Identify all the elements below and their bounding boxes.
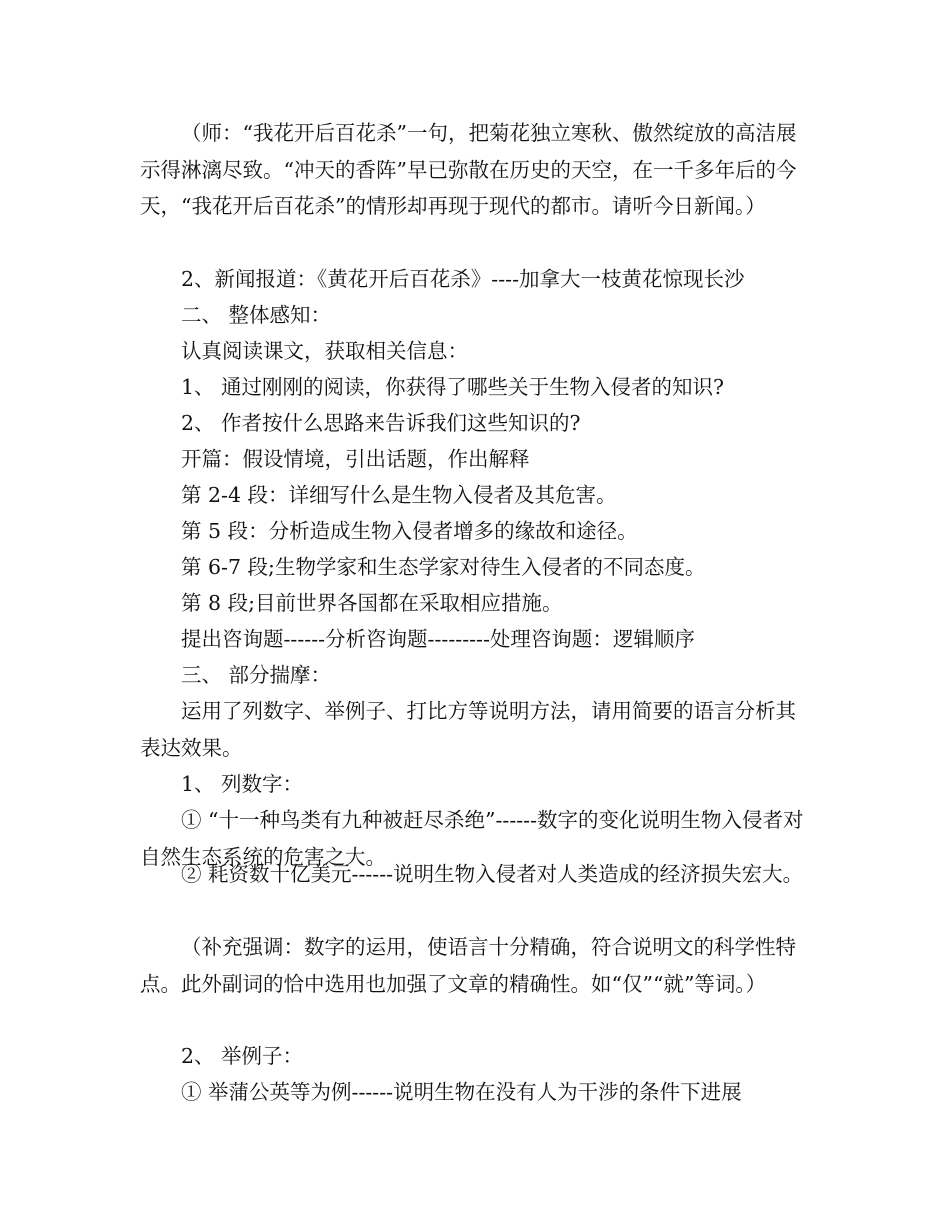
supplement-note-paragraph: （补充强调：数字的运用，使语言十分精确，符合说明文的科学性特点。此外副词的恰中选用也加强了文章的精确性。如“仅”“就”等词。） [140,935,796,996]
examples-heading: 2、 举例子： [181,1044,304,1068]
paragraph-8-summary: 第 8 段;目前世界各国都在采取相应措施。 [181,591,563,615]
example-1: ① 举蒲公英等为例------说明生物在没有人为干涉的条件下进展 [181,1080,742,1104]
list-numbers-heading: 1、 列数字： [181,772,304,796]
section-heading-overall-perception: 二、 整体感知： [181,303,332,327]
section-heading-detail-study: 三、 部分揣摩： [181,663,332,687]
news-report-line: 2、新闻报道：《黄花开后百花杀》----加拿大一枝黄花惊现长沙 [181,267,745,291]
question-2: 2、 作者按什么思路来告诉我们这些知识的? [181,411,581,435]
paragraph-5-summary: 第 5 段：分析造成生物入侵者增多的缘故和途径。 [181,519,638,543]
reading-task-line: 认真阅读课文，获取相关信息： [181,339,468,363]
logic-order-line: 提出咨询题------分析咨询题---------处理咨询题：逻辑顺序 [181,627,695,651]
question-1: 1、 通过刚刚的阅读，你获得了哪些关于生物入侵者的知识? [181,375,725,399]
opening-summary: 开篇：假设情境，引出话题，作出解释 [181,447,530,471]
number-example-1: ① “十一种鸟类有九种被赶尽杀绝”------数字的变化说明生物入侵者对自然生态系统的危害之大。 [140,808,804,869]
explanation-methods-paragraph: 运用了列数字、举例子、打比方等说明方法，请用简要的语言分析其表达效果。 [140,699,796,760]
number-example-2: ② 耗资数十亿美元------说明生物入侵者对人类造成的经济损失宏大。 [181,862,804,886]
teacher-note-paragraph: （师：“我花开后百花杀”一句，把菊花独立寒秋、傲然绽放的高洁展示得淋漓尽致。“冲天的香阵”早已弥散在历史的天空，在一千多年后的今天，“我花开后百花杀”的情形却再现于现代的都市。请听今日新闻。） [140,121,797,218]
paragraph-6-7-summary: 第 6-7 段;生物学家和生态学家对待生入侵者的不同态度。 [181,555,706,579]
paragraph-2-4-summary: 第 2-4 段：详细写什么是生物入侵者及其危害。 [181,483,617,507]
